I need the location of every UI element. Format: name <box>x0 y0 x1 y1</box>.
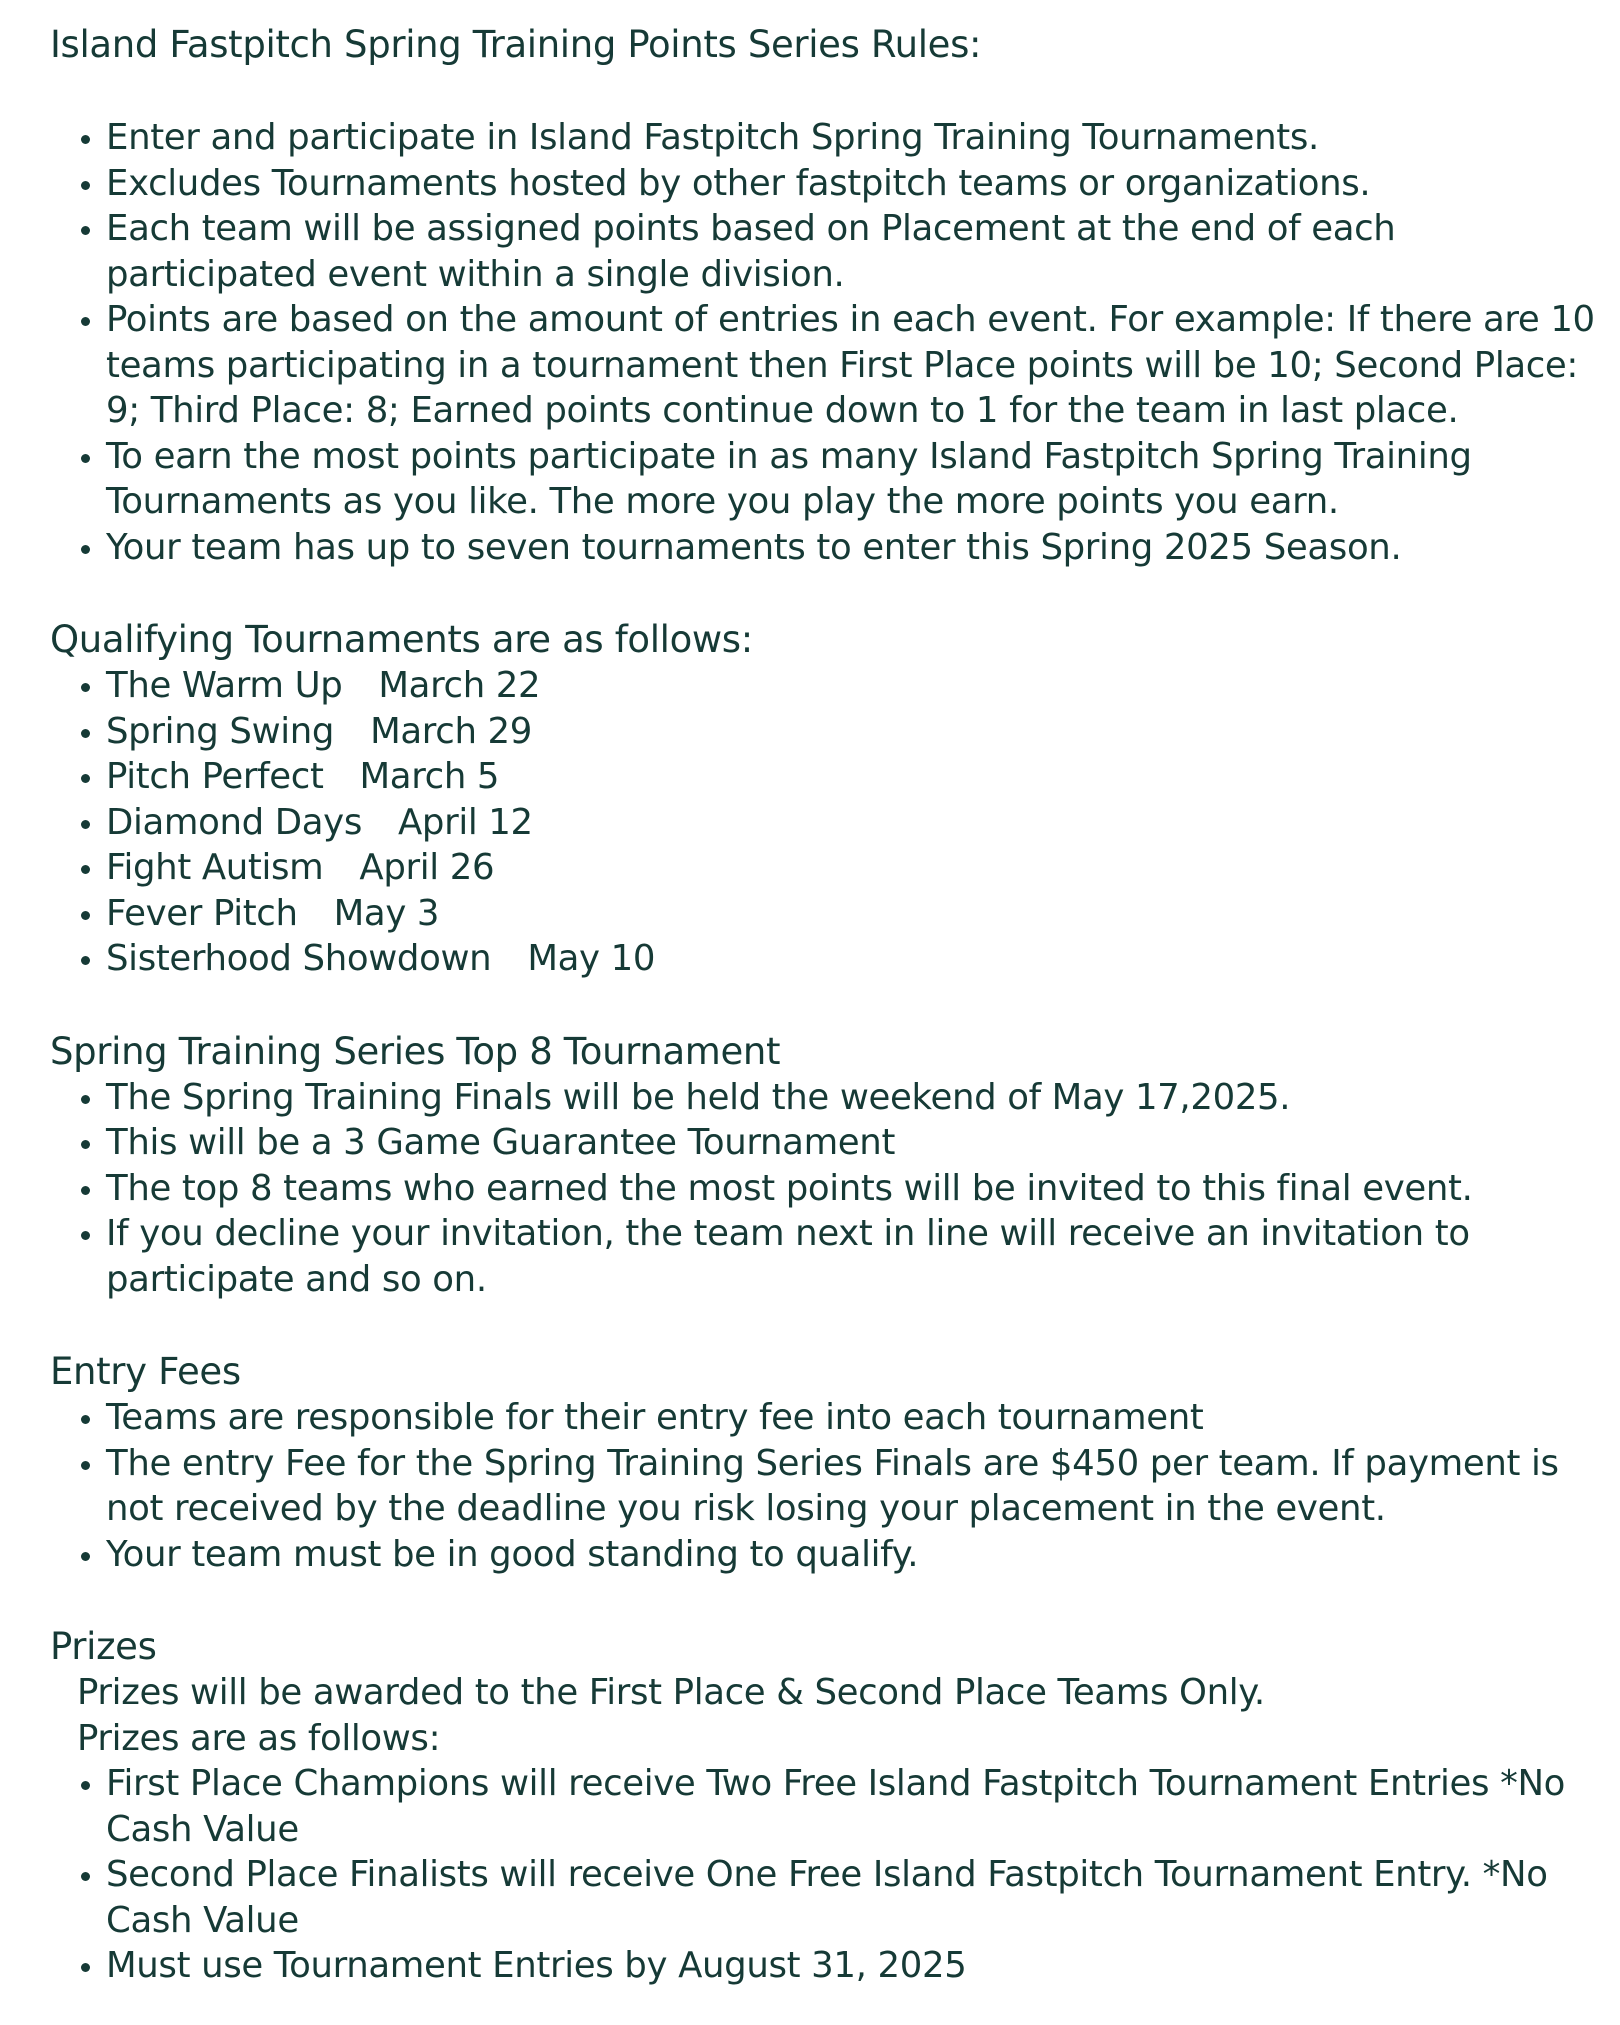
qualifying-tournament-list <box>50 663 1598 982</box>
tournament-item <box>106 663 1598 709</box>
rule-item: • Enter and participate in Island Fastpitch Spring Training Tournaments. <box>106 115 1598 161</box>
top8-list <box>50 1075 1598 1303</box>
spacer <box>50 982 1598 1029</box>
entry-fees-heading: Entry Fees <box>50 1350 241 1393</box>
rule-item: • To earn the most points participate in as many Island Fastpitch Spring Training Tournaments as you like. The more you play the more points you earn. <box>106 434 1598 525</box>
spacer <box>50 1577 1598 1624</box>
spacer <box>50 68 1598 115</box>
top8-item: • The top 8 teams who earned the most points will be invited to this final event. <box>106 1166 1598 1212</box>
rule-item: • Excludes Tournaments hosted by other fastpitch teams or organizations. <box>106 161 1598 207</box>
prizes-heading: Prizes <box>50 1625 157 1668</box>
tournament-item <box>106 845 1598 891</box>
tournament-name: Diamond Days <box>106 801 362 843</box>
tournament-item <box>106 800 1598 846</box>
prizes-intro: Prizes are as follows: <box>77 1717 441 1759</box>
tournament-date: March 5 <box>359 756 500 797</box>
tournament-name: Fever Pitch <box>106 892 298 934</box>
prize-item: • First Place Champions will receive Two Free Island Fastpitch Tournament Entries *No Cash Value <box>106 1761 1598 1852</box>
tournament-name: Sisterhood Showdown <box>106 938 492 979</box>
fee-item: • Your team must be in good standing to qualify. <box>106 1532 1598 1578</box>
rule-item: • Each team will be assigned points based on Placement at the end of each participated event within a single division. <box>106 206 1598 297</box>
tournament-date: April 26 <box>359 847 495 888</box>
rule-item: • Points are based on the amount of entries in each event. For example: If there are 10 teams participating in a tournament then First Place points will be 10; Second Place: 9; Third Place: 8; Earned points continue down to 1 for the team in last place. <box>106 297 1598 434</box>
tournament-name: Fight Autism <box>106 847 324 888</box>
tournament-item <box>106 891 1598 937</box>
tournament-item <box>106 936 1598 982</box>
rules-list <box>50 115 1598 570</box>
top8-item: • The Spring Training Finals will be held the weekend of May 17,2025. <box>106 1075 1598 1121</box>
qualifying-heading: Qualifying Tournaments are as follows: <box>50 618 753 661</box>
prize-item: • Second Place Finalists will receive One Free Island Fastpitch Tournament Entry. *No Cash Value <box>106 1852 1598 1943</box>
top8-heading: Spring Training Series Top 8 Tournament <box>50 1029 781 1073</box>
top8-item: • This will be a 3 Game Guarantee Tournament <box>106 1120 1598 1166</box>
entry-fees-list <box>50 1395 1598 1577</box>
tournament-date: March 22 <box>378 665 541 706</box>
spacer <box>50 570 1598 617</box>
top8-item: • If you decline your invitation, the team next in line will receive an invitation to participate and so on. <box>106 1211 1598 1302</box>
prize-item: • Must use Tournament Entries by August 31, 2025 <box>106 1943 1598 1989</box>
tournament-item <box>106 754 1598 800</box>
tournament-date: May 10 <box>527 938 656 979</box>
tournament-name: The Warm Up <box>106 665 343 706</box>
tournament-date: May 3 <box>333 892 440 934</box>
tournament-name: Spring Swing <box>106 710 335 752</box>
tournament-name: Pitch Perfect <box>106 756 324 797</box>
prizes-intro: Prizes will be awarded to the First Place & Second Place Teams Only. <box>77 1672 1265 1713</box>
tournament-date: March 29 <box>370 710 532 752</box>
fee-item: • The entry Fee for the Spring Training Series Finals are $450 per team. If payment is not received by the deadline you risk losing your placement in the event. <box>106 1441 1598 1532</box>
rule-item: • Your team has up to seven tournaments to enter this Spring 2025 Season. <box>106 525 1598 571</box>
spacer <box>50 1302 1598 1349</box>
rules-title: Island Fastpitch Spring Training Points Series Rules: <box>50 23 982 66</box>
tournament-item <box>106 709 1598 755</box>
fee-item: • Teams are responsible for their entry fee into each tournament <box>106 1395 1598 1441</box>
tournament-date: April 12 <box>397 801 533 843</box>
prizes-list <box>50 1761 1598 1989</box>
